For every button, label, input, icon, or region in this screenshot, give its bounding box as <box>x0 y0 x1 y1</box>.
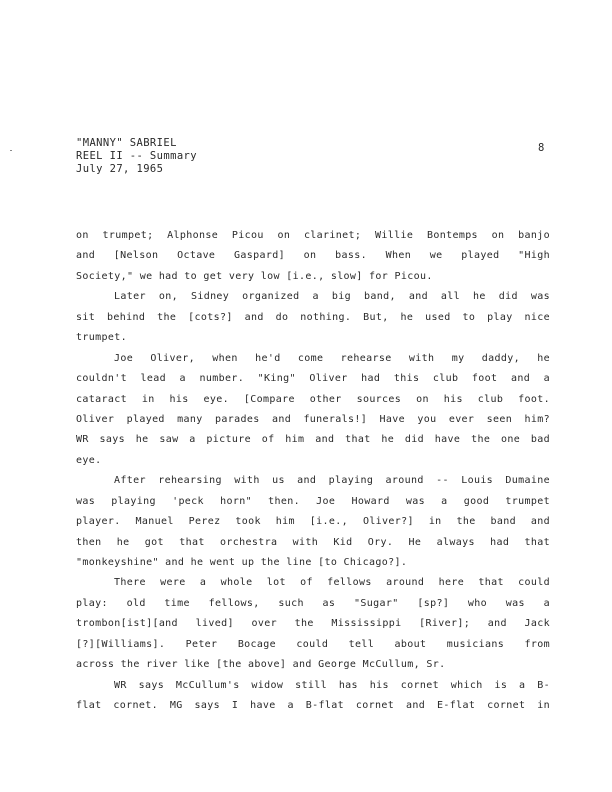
text-line: was playing 'peck horn" then. Joe Howard was a good trumpet <box>76 495 550 507</box>
text-line: "monkeyshine" and he went up the line [to Chicago?]. <box>76 557 408 568</box>
text-line: There were a whole lot of fellows around here that could <box>114 577 550 589</box>
text-line: Joe Oliver, when he'd come rehearse with my daddy, he <box>114 352 550 364</box>
text-line: Later on, Sidney organized a big band, and all he did was <box>114 291 550 303</box>
text-line: couldn't lead a number. "King" Oliver had this club foot and a <box>76 373 550 385</box>
text-line: WR says McCullum's widow still has his cornet which is a B- <box>114 679 550 691</box>
text-line: trumpet. <box>76 332 127 344</box>
text-line: sit behind the [cots?] and do nothing. But, he used to play nice <box>76 311 550 323</box>
text-line: play: old time fellows, such as "Sugar" [sp?] who was a <box>76 597 550 609</box>
text-line: then he got that orchestra with Kid Ory. He always had that <box>76 536 550 548</box>
text-line: [?][Williams]. Peter Bocage could tell about musicians from <box>76 638 550 650</box>
interviewee-name: "MANNY" SABRIEL <box>76 137 177 149</box>
text-line: player. Manuel Perez took him [i.e., Oliver?] in the band and <box>76 516 550 528</box>
scan-speck <box>10 150 12 151</box>
text-line: WR says he saw a picture of him and that he did have the one bad <box>76 434 550 446</box>
text-line: cataract in his eye. [Compare other sources on his club foot. <box>76 393 550 405</box>
text-line: across the river like [the above] and George McCullum, Sr. <box>76 659 446 671</box>
text-line: eye. <box>76 454 102 466</box>
text-line: and [Nelson Octave Gaspard] on bass. When we played "High <box>76 250 550 262</box>
page-header <box>76 137 197 176</box>
text-line: After rehearsing with us and playing around -- Louis Dumaine <box>114 475 550 487</box>
text-line: on trumpet; Alphonse Picou on clarinet; Willie Bontemps on banjo <box>76 230 550 241</box>
page-number: 8 <box>538 142 545 154</box>
text-line: Oliver played many parades and funerals!] Have you ever seen him? <box>76 413 550 425</box>
text-line: flat cornet. MG says I have a B-flat cornet and E-flat cornet in <box>76 700 550 712</box>
text-line: Society," we had to get very low [i.e., slow] for Picou. <box>76 270 433 282</box>
interview-date: July 27, 1965 <box>76 163 164 175</box>
text-line: trombon[ist][and lived] over the Mississippi [River]; and Jack <box>76 618 550 630</box>
reel-label: REEL II -- Summary <box>76 150 197 162</box>
transcript-body <box>76 226 550 717</box>
